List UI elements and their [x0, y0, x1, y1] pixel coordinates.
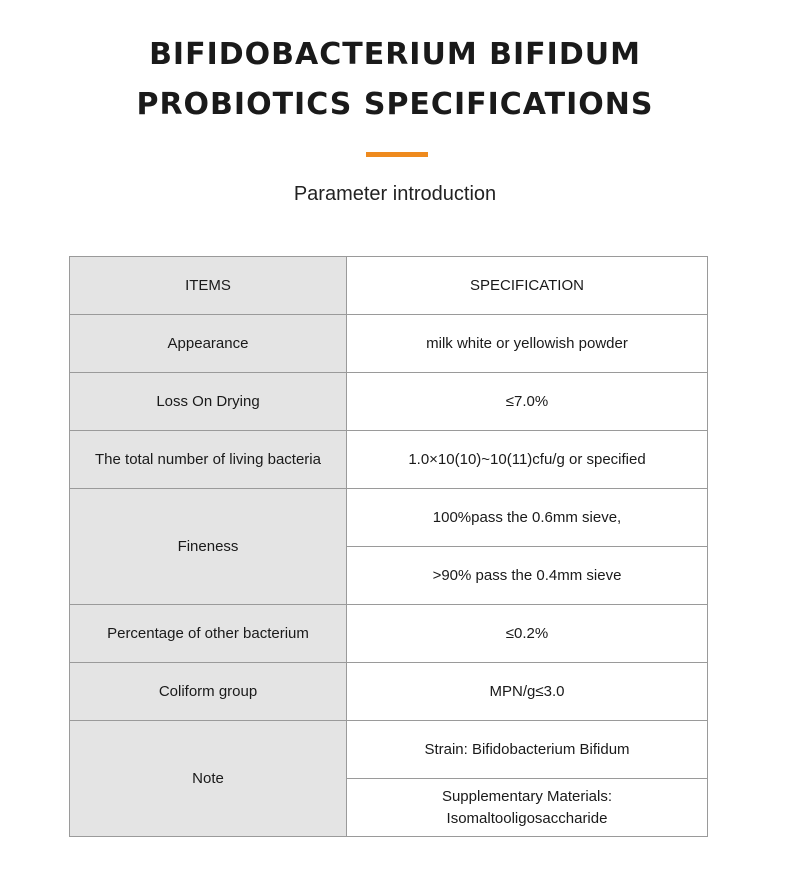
table-row	[70, 315, 708, 373]
spec-fineness-2: >90% pass the 0.4mm sieve	[347, 547, 708, 605]
spec-other-bacterium: ≤0.2%	[347, 605, 708, 663]
table-row	[70, 605, 708, 663]
item-coliform-group: Coliform group	[70, 663, 347, 721]
spec-appearance: milk white or yellowish powder	[347, 315, 708, 373]
spec-living-bacteria: 1.0×10(10)~10(11)cfu/g or specified	[347, 431, 708, 489]
spec-note-strain: Strain: Bifidobacterium Bifidum	[347, 721, 708, 779]
item-loss-on-drying: Loss On Drying	[70, 373, 347, 431]
table-header-row	[70, 257, 708, 315]
spec-note-supplementary-value: Isomaltooligosaccharide	[446, 809, 608, 827]
table-row	[70, 489, 708, 547]
subtitle: Parameter introduction	[293, 183, 497, 205]
item-appearance: Appearance	[70, 315, 347, 373]
table-row	[70, 431, 708, 489]
page-title-line-1: BIFIDOBACTERIUM BIFIDUM	[149, 37, 641, 72]
specification-table	[69, 256, 708, 837]
item-living-bacteria: The total number of living bacteria	[70, 431, 347, 489]
table-row	[70, 663, 708, 721]
table-row	[70, 721, 708, 779]
spec-fineness-1: 100%pass the 0.6mm sieve,	[347, 489, 708, 547]
item-other-bacterium: Percentage of other bacterium	[70, 605, 347, 663]
spec-note-supplementary	[347, 779, 708, 837]
spec-loss-on-drying: ≤7.0%	[347, 373, 708, 431]
table-row	[70, 373, 708, 431]
spec-note-supplementary-label: Supplementary Materials:	[441, 787, 613, 805]
spec-coliform-group: MPN/g≤3.0	[347, 663, 708, 721]
header-specification: SPECIFICATION	[347, 257, 708, 315]
header-items: ITEMS	[70, 257, 347, 315]
item-fineness: Fineness	[70, 489, 347, 605]
page-title-line-2: PROBIOTICS SPECIFICATIONS	[136, 87, 654, 122]
item-note: Note	[70, 721, 347, 837]
title-accent-bar	[366, 152, 428, 157]
